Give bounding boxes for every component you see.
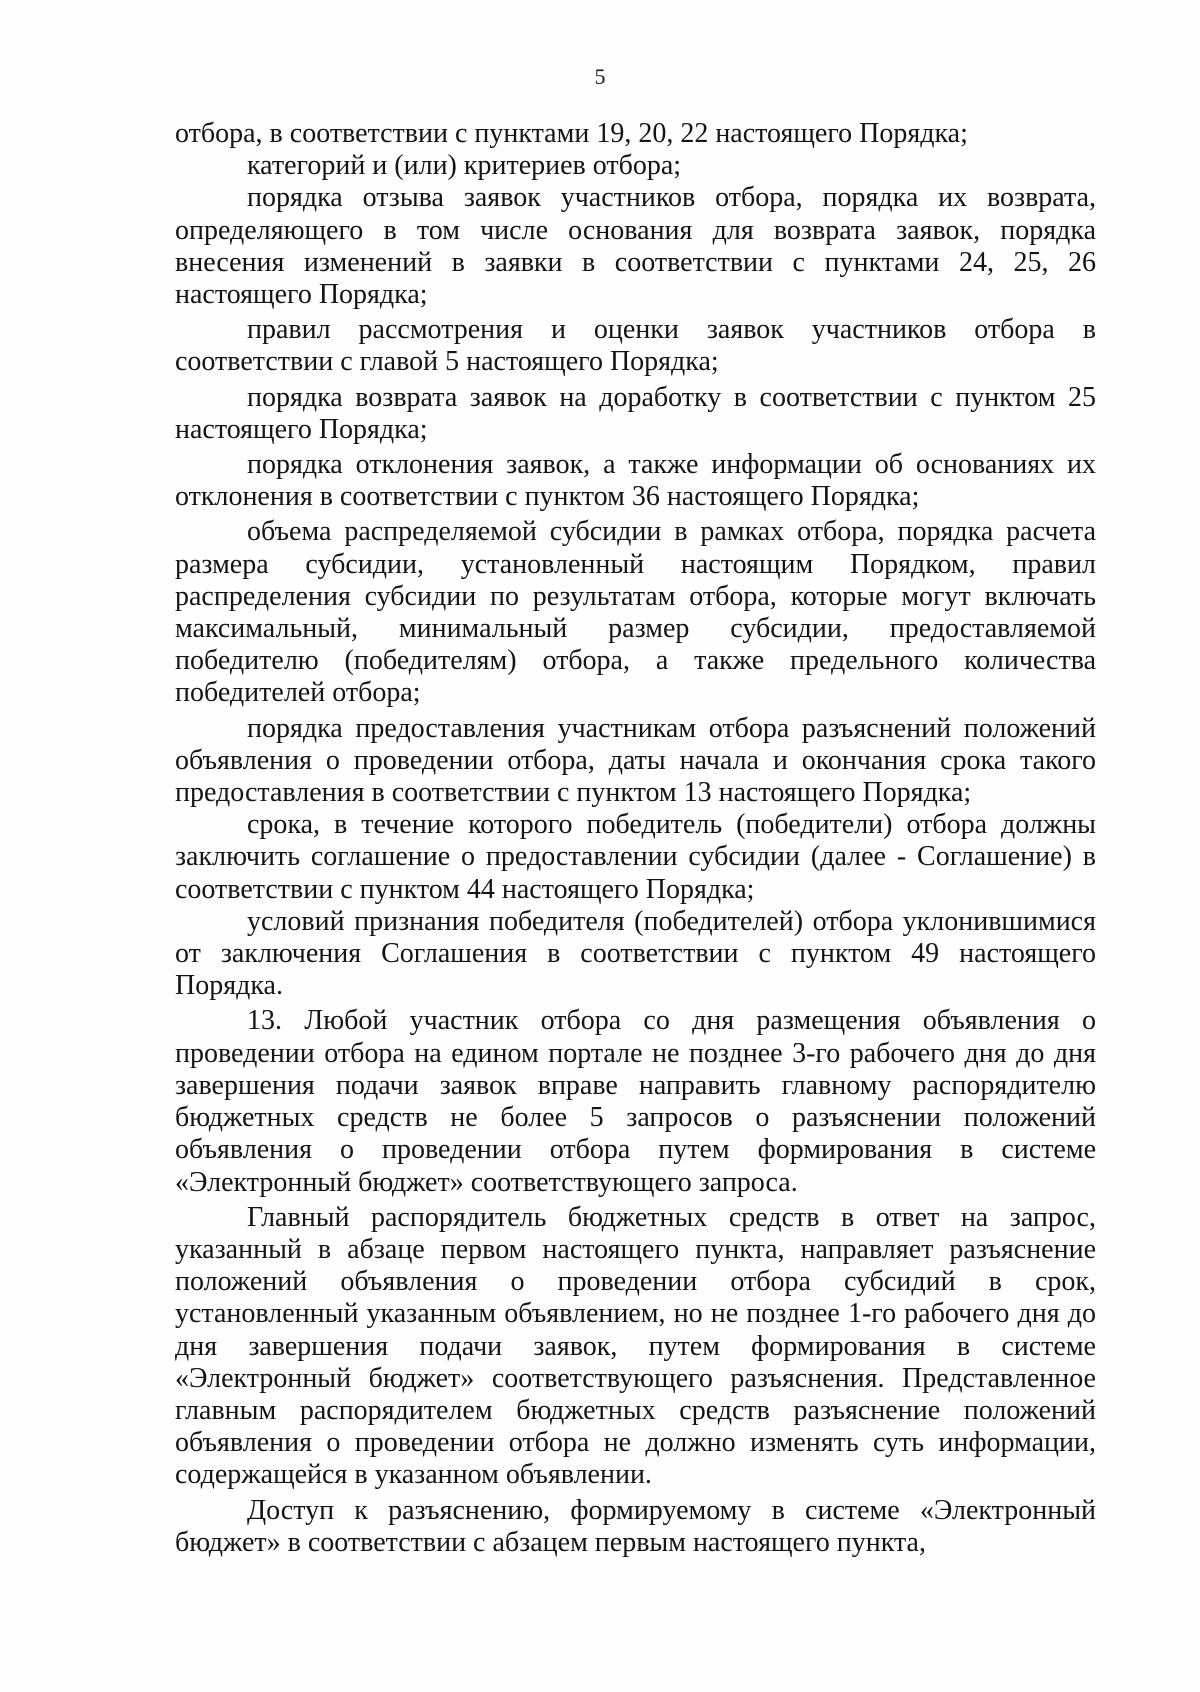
paragraph: отбора, в соответствии с пунктами 19, 20, 22 настоящего Порядка; [175, 118, 968, 149]
document-body [175, 118, 1096, 1559]
page-number: 5 [594, 64, 606, 89]
paragraph: порядка предоставления участникам отбора разъяснений положений объявления о проведении отбора, даты начала и окончания срока такого предоставления в соответствии с пунктом 13 настоящего Порядка; [175, 712, 1096, 809]
paragraph: Главный распорядитель бюджетных средств в ответ на запрос, указанный в абзаце первом настоящего пункта, направляет разъяснение положений объявления о проведении отбора субсидий в срок, установленный указанным объявлением, но не позднее 1-го рабочего дня до дня завершения подачи заявок, путем формирования в системе «Электронный бюджет» соответствующего разъяснения. Представленное главным распорядителем бюджетных средств разъяснение положений объявления о проведении отбора не должно изменять суть информации, содержащейся в указанном объявлении. [175, 1201, 1096, 1491]
paragraph: 13. Любой участник отбора со дня размещения объявления о проведении отбора на едином портале не позднее 3-го рабочего дня до дня завершения подачи заявок вправе направить главному распорядителю бюджетных средств не более 5 запросов о разъяснении положений объявления о проведении отбора путем формирования в системе «Электронный бюджет» соответствующего запроса. [175, 1005, 1096, 1198]
paragraph: правил рассмотрения и оценки заявок участников отбора в соответствии с главой 5 настоящего Порядка; [175, 314, 1096, 378]
paragraph: Доступ к разъяснению, формируемому в системе «Электронный бюджет» в соответствии с абзацем первым настоящего пункта, [175, 1494, 1096, 1558]
paragraph: условий признания победителя (победителей) отбора уклонившимися от заключения Соглашения в соответствии с пунктом 49 настоящего Порядка. [175, 905, 1096, 1002]
paragraph: объема распределяемой субсидии в рамках отбора, порядка расчета размера субсидии, установленный настоящим Порядком, правил распределения субсидии по результатам отбора, которые могут включать максимальный, минимальный размер субсидии, предоставляемой победителю (победителям) отбора, а также предельного количества победителей отбора; [175, 516, 1096, 709]
paragraph: срока, в течение которого победитель (победители) отбора должны заключить соглашение о предоставлении субсидии (далее - Соглашение) в соответствии с пунктом 44 настоящего Порядка; [175, 809, 1096, 905]
paragraph: порядка отзыва заявок участников отбора, порядка их возврата, определяющего в том числе основания для возврата заявок, порядка внесения изменений в заявки в соответствии с пунктами 24, 25, 26 настоящего Порядка; [175, 182, 1096, 311]
paragraph: порядка возврата заявок на доработку в соответствии с пунктом 25 настоящего Порядка; [175, 381, 1096, 445]
paragraph: порядка отклонения заявок, а также информации об основаниях их отклонения в соответствии с пунктом 36 настоящего Порядка; [175, 449, 1096, 513]
paragraph: категорий и (или) критериев отбора; [247, 150, 682, 182]
